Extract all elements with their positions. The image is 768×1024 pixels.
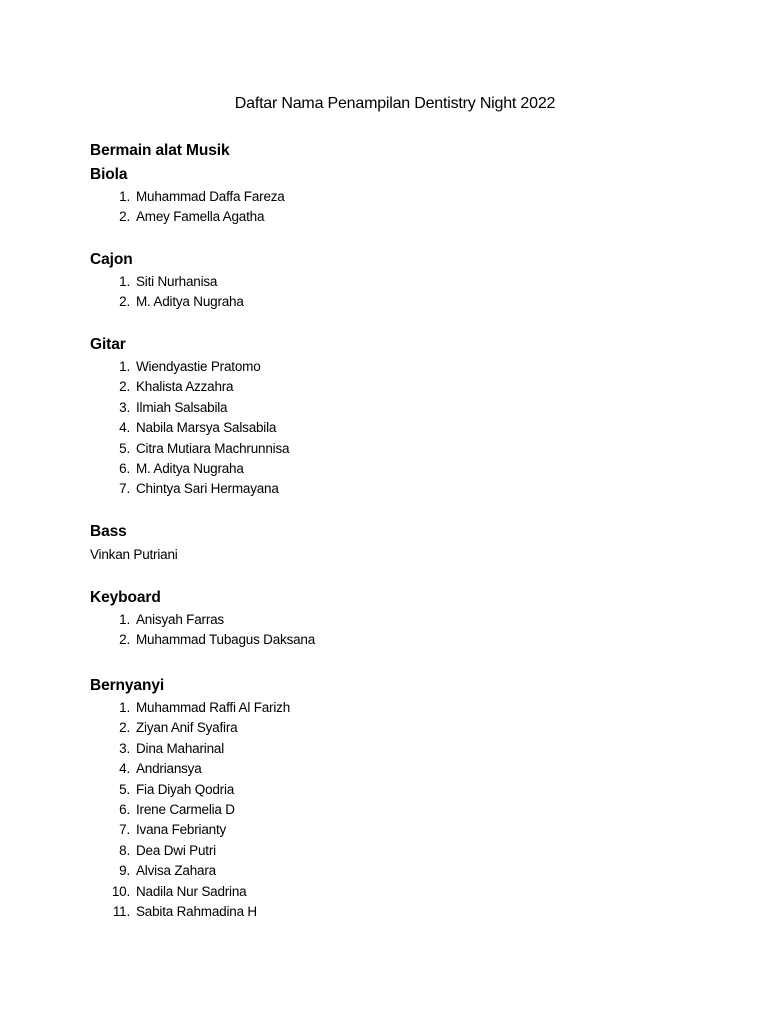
performer-name: Alvisa Zahara [136,863,216,879]
list-item-number: 6. [119,801,130,817]
performer-name: Anisyah Farras [136,612,224,627]
performer-name: Irene Carmelia D [136,801,235,817]
list-item-number: 7. [119,481,130,497]
performer-name: Chintya Sari Hermayana [136,481,279,497]
performer-name: Dina Maharinal [136,740,224,756]
performer-name: Nadila Nur Sadrina [136,883,247,899]
list-item-number: 2. [119,209,130,225]
list-item-number: 10. [111,883,130,899]
list-item-number: 3. [119,399,130,415]
performer-name: Muhammad Raffi Al Farizh [136,700,291,715]
performer-name: Ziyan Anif Syafira [136,720,238,736]
list-item-number: 11. [112,903,130,919]
section-heading-biola: Biola [90,166,128,183]
list-item-number: 5. [119,440,130,456]
performer-name: M. Aditya Nugraha [136,460,244,476]
list-item-number: 4. [119,420,130,436]
list-item-number: 9. [119,863,130,879]
list-item-number: 1. [119,274,130,289]
list-item-number: 1. [119,189,130,204]
performer-name: Ilmiah Salsabila [136,399,228,415]
list-item-number: 2. [119,632,130,648]
list-item-number: 2. [119,379,130,395]
list-item-number: 6. [119,460,130,476]
list-item-number: 2. [119,294,130,310]
performer-name: Andriansya [136,761,202,777]
performer-name: Siti Nurhanisa [136,274,218,289]
performer-name: Sabita Rahmadina H [136,903,257,919]
section-heading-keyboard: Keyboard [90,589,161,606]
list-item-number: 3. [119,740,130,756]
list-item-number: 7. [119,822,130,838]
section-heading-bass: Bass [90,523,127,540]
performer-name: Dea Dwi Putri [136,842,216,858]
list-item-number: 1. [119,700,130,715]
section-heading-bernyanyi: Bernyanyi [90,677,165,694]
performer-name: Wiendyastie Pratomo [136,359,261,374]
list-item-number: 4. [119,761,130,777]
list-item-number: 1. [119,612,130,627]
list-item-number: 8. [119,842,130,858]
list-item-number: 2. [119,720,130,736]
performer-name: Fia Diyah Qodria [136,781,235,797]
category-heading-music: Bermain alat Musik [90,142,230,159]
performer-name: Citra Mutiara Machrunnisa [136,440,290,456]
section-heading-cajon: Cajon [90,251,133,268]
list-item-number: 1. [119,359,130,374]
performer-name: M. Aditya Nugraha [136,294,244,310]
document-title: Daftar Nama Penampilan Dentistry Night 2022 [234,95,556,112]
performer-name: Ivana Febrianty [136,822,227,838]
list-item-number: 5. [119,781,130,797]
performer-name: Muhammad Tubagus Daksana [136,632,316,648]
performer-name: Khalista Azzahra [136,379,234,395]
section-heading-gitar: Gitar [90,336,126,353]
performer-name: Muhammad Daffa Fareza [136,189,285,204]
performer-name: Amey Famella Agatha [136,209,265,225]
performer-name: Nabila Marsya Salsabila [136,420,277,436]
bass-performer: Vinkan Putriani [90,547,178,562]
